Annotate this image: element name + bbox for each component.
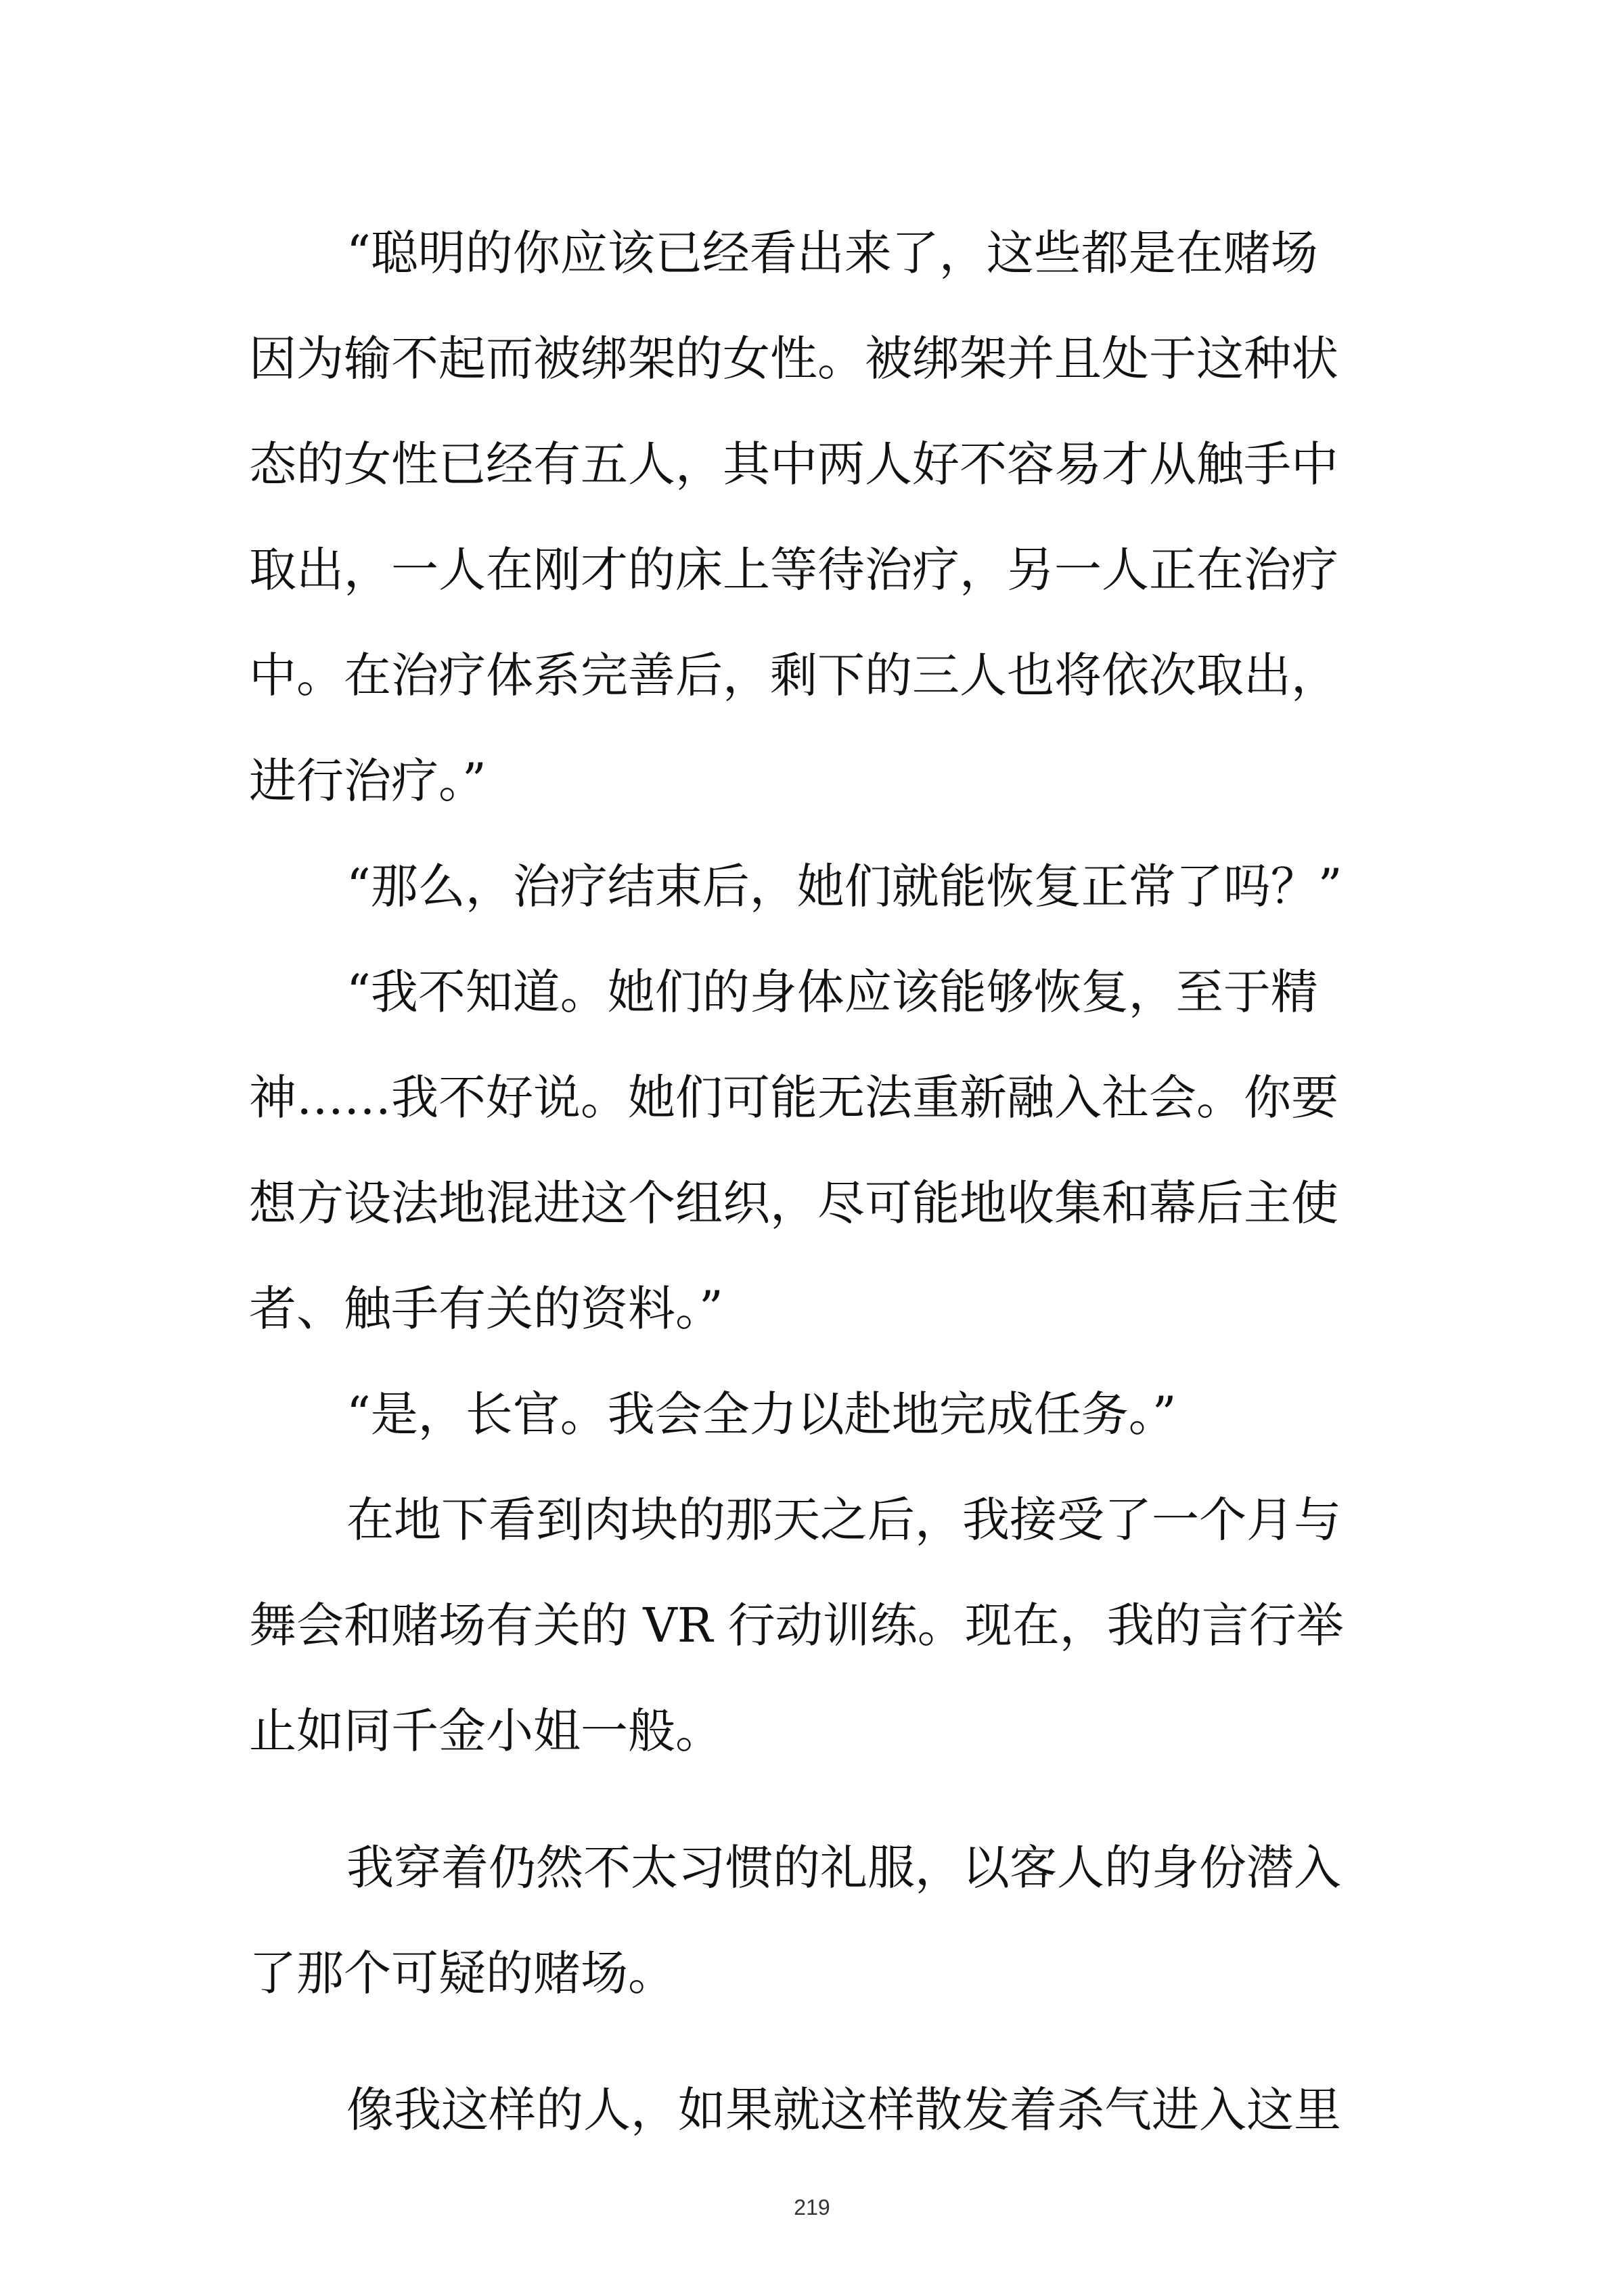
- text-line: 取出，一人在刚才的床上等待治疗，另一人正在治疗: [249, 542, 1338, 598]
- text-line: 像我这样的人，如果就这样散发着杀气进入这里: [346, 2082, 1341, 2138]
- text-line: 我穿着仍然不太习惯的礼服，以客人的身份潜入: [346, 1840, 1341, 1895]
- text-line: 者、触手有关的资料。”: [249, 1281, 723, 1336]
- text-line: 在地下看到肉块的那天之后，我接受了一个月与: [346, 1492, 1341, 1548]
- text-line: 止如同千金小姐一般。: [249, 1703, 723, 1759]
- text-line: 因为输不起而被绑架的女性。被绑架并且处于这种状: [249, 331, 1338, 386]
- page-number: 219: [794, 2195, 830, 2220]
- text-line: “是，长官。我会全力以赴地完成任务。”: [346, 1387, 1177, 1442]
- text-line: 进行治疗。”: [249, 753, 487, 809]
- text-line: 舞会和赌场有关的 VR 行动训练。现在，我的言行举: [249, 1598, 1344, 1653]
- text-line: 了那个可疑的赌场。: [249, 1945, 675, 2001]
- text-line: 态的女性已经有五人，其中两人好不容易才从触手中: [249, 436, 1338, 492]
- text-line: “我不知道。她们的身体应该能够恢复，至于精: [346, 964, 1318, 1020]
- text-line: “聪明的你应该已经看出来了，这些都是在赌场: [346, 225, 1318, 281]
- text-line: 想方设法地混进这个组织，尽可能地收集和幕后主使: [249, 1175, 1338, 1231]
- text-line: “那么，治疗结束后，她们就能恢复正常了吗？”: [346, 859, 1343, 914]
- text-line: 中。在治疗体系完善后，剩下的三人也将依次取出，: [249, 648, 1338, 703]
- text-line: 神……我不好说。她们可能无法重新融入社会。你要: [249, 1070, 1338, 1125]
